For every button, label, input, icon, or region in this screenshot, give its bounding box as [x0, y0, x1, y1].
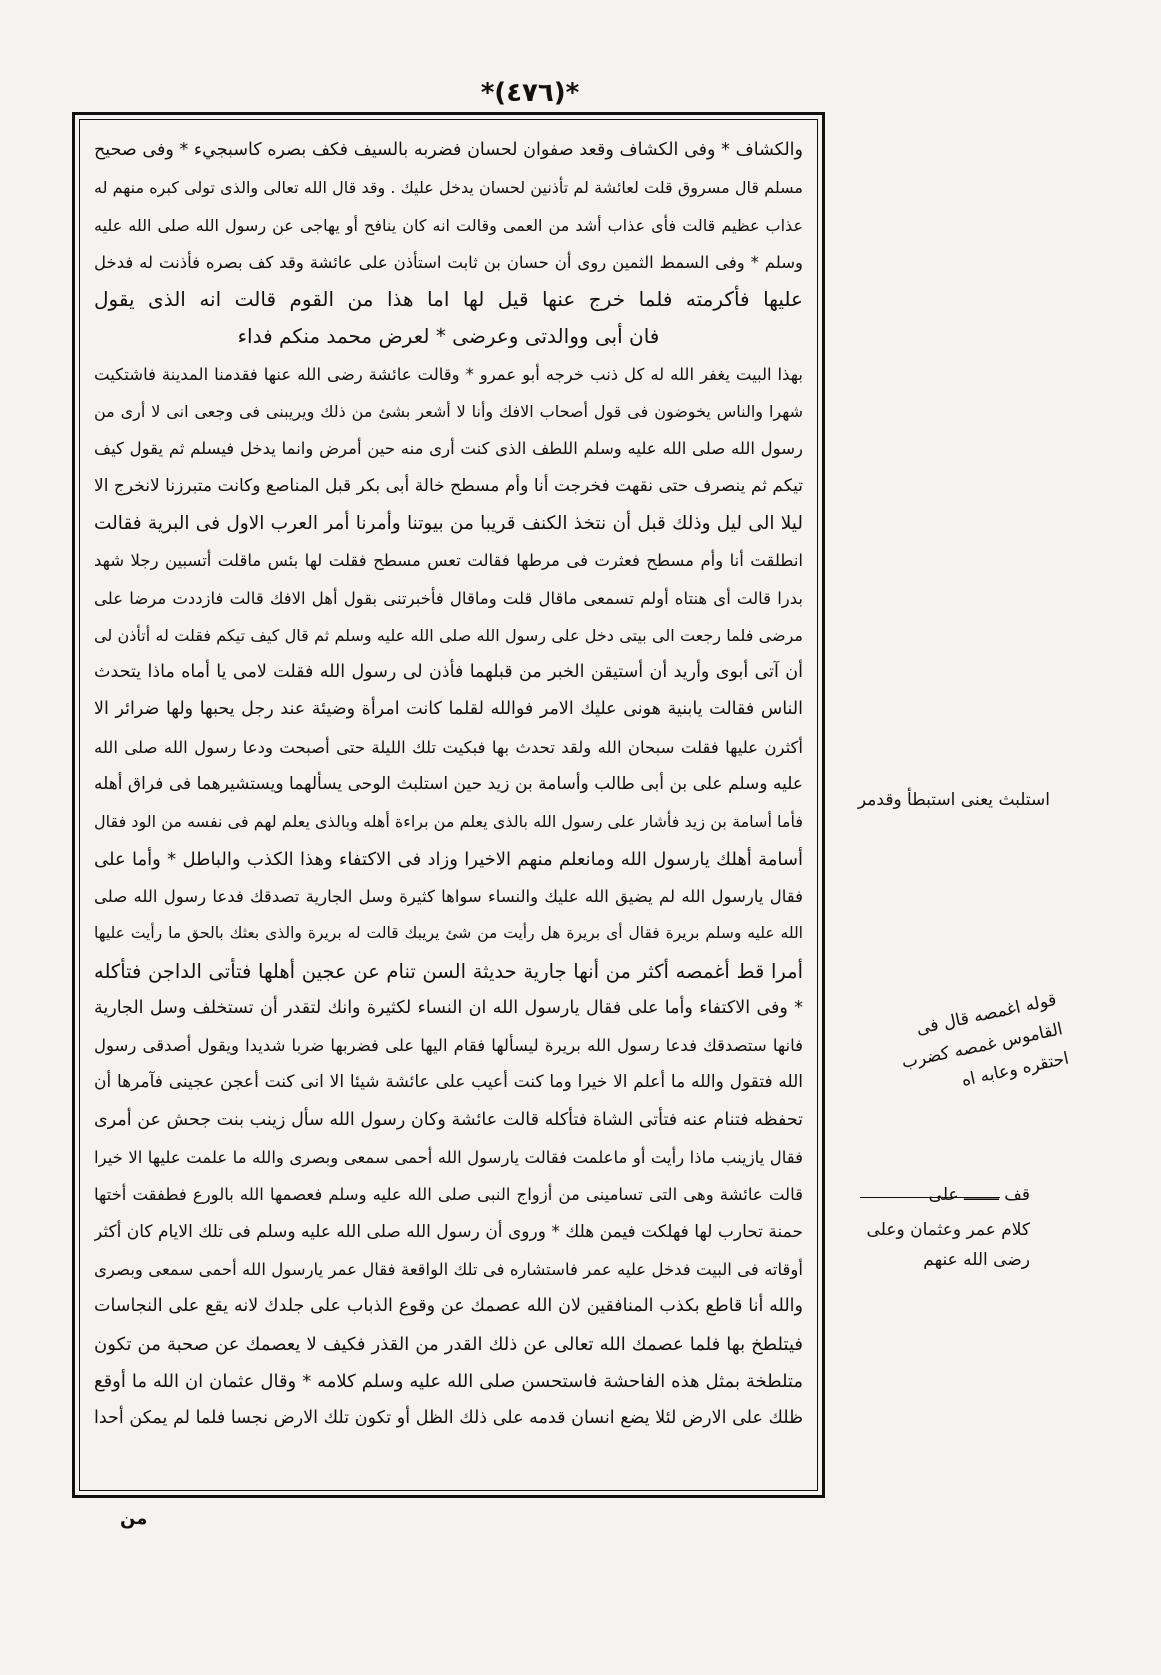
- text-line: شهرا والناس يخوضون فى قول أصحاب الافك وأنا لا أشعر بشئ من ذلك ويريبنى فى وجعى انى لا أرى من: [94, 402, 803, 422]
- text-line: فانها ستصدقك فدعا رسول الله بريرة ليسألها فقام اليها على فضربها ضربا شديدا ويقول أصدقى رسول: [94, 1036, 803, 1056]
- text-line: فقال يازينب ماذا رأيت أو ماعلمت فقالت يارسول الله أحمى سمعى وبصرى والله ما علمت عليها الا خيرا: [94, 1148, 803, 1168]
- text-line: ظلك على الارض لئلا يضع انسان قدمه على ذلك الظل أو تكون تلك الارض نجسا فلما لم يمكن أحدا: [94, 1408, 803, 1429]
- main-text: [79, 119, 818, 1491]
- text-line: الناس فقالت يابنية هونى عليك الامر فوالله لقلما كانت امرأة وضيئة عند رجل يحبها ولها ضرائر الا: [94, 699, 803, 720]
- text-line: بدرا قالت أى هنتاه أولم تسمعى ماقال قلت وماقال فأخبرتنى بقول أهل الافك قالت فازددت مرضا على: [94, 588, 803, 608]
- text-line: فيتلطخ بها فلما عصمك الله تعالى عن ذلك القدر من القذر فكيف لا يعصمك عن صحبة من تكون: [94, 1333, 803, 1355]
- text-line: والكشاف * وفى الكشاف وقعد صفوان لحسان فضربه بالسيف فكف بصره كاسبجيء * وفى صحيح: [94, 140, 803, 160]
- margin-note-qif: قف ـــــــ على: [928, 1185, 1030, 1205]
- text-line: تحفظه فتنام عنه فتأتى الشاة فتأكله قالت عائشة وكان رسول الله سأل زينب بنت جحش عن أمرى: [94, 1109, 803, 1130]
- text-line: وسلم * وفى السمط الثمين روى أن حسان بن ثابت استأذن على عائشة وقد كف بصره فأذنت له فدخل: [94, 252, 803, 272]
- poem-verse: فان أبى ووالدتى وعرضى * لعرض محمد منكم فداء: [237, 324, 660, 349]
- text-line: أوقاته فى البيت فدخل عليه عمر فاستشاره فى تلك الواقعة فقال عمر يارسول الله أحمى سمعى وبصرى: [94, 1259, 803, 1279]
- page-number: *(٤٧٦)*: [480, 78, 580, 108]
- text-line: رسول الله صلى الله عليه وسلم اللطف الذى كنت أرى منه حين أمرض وانما يدخل فيسلم ثم يقول كيف: [94, 439, 803, 459]
- text-line: بهذا البيت يغفر الله له كل ذنب خرجه أبو عمرو * وقالت عائشة رضى الله عنها فقدمنا المدينة فاشتكيت: [94, 364, 803, 384]
- text-line: قالت عائشة وهى التى تسامينى من أزواج النبى صلى الله عليه وسلم فعصمها الله بالورع فطفقت أختها: [94, 1185, 803, 1205]
- text-line: الله عليه وسلم بريرة فقال أى بريرة هل رأيت من شئ يريبك قالت له بريرة والذى بعثك بالحق ما رأيت عليها: [94, 924, 803, 943]
- text-line: انطلقت أنا وأم مسطح فعثرت فى مرطها فقالت تعس مسطح فقلت لها بئس ماقلت أتسبين رجلا شهد: [94, 551, 803, 571]
- text-line: * وفى الاكتفاء وأما على فقال يارسول الله ان النساء لكثيرة وانك لتقدر أن تستخلف وسل الجارية: [94, 997, 803, 1018]
- text-line: أن آتى أبوى وأريد أن أستيقن الخبر من قبلهما فأذن لى رسول الله فقلت لامى يا أماه ماذا يتحدث: [94, 662, 803, 683]
- margin-note-istalbatha: استلبث يعنى استبطأ وقدمر: [857, 790, 1050, 810]
- catchword: من: [120, 1508, 148, 1529]
- text-frame: [72, 112, 825, 1498]
- text-line: حمنة تحارب لها فهلكت فيمن هلك * وروى أن رسول الله صلى الله عليه وسلم فى تلك الايام كان أكثر: [94, 1221, 803, 1242]
- text-line: عليها فأكرمته فلما خرج عنها قيل لها اما هذا من القوم قالت انه الذى يقول: [94, 287, 803, 312]
- text-line: متلطخة بمثل هذه الفاحشة فاستحسن صلى الله عليه وسلم كلامه * وقال عثمان ان الله ما أوقع: [94, 1370, 803, 1392]
- margin-note-aghmisuhu: قوله اغمصه قال فى القاموس غمصه كضرب احتقره وعابه اه: [899, 989, 1071, 1091]
- text-line: الله فتقول والله ما أعلم الا خيرا وما كنت أعيب على عائشة شيئا الا انى كنت أعجن عجينى فآمرها أن: [94, 1072, 803, 1093]
- text-line: فأما أسامة بن زيد فأشار على رسول الله بالذى يعلم من براءة أهله وبالذى يعلم لهم فى نفسه من الود فقال: [94, 812, 803, 832]
- text-line: فقال يارسول الله لم يضيق الله عليك والنساء سواها كثيرة وسل الجارية تصدقك فدعا رسول الله صلى: [94, 886, 803, 906]
- text-line: أكثرن عليها فقلت سبحان الله ولقد تحدث بها فبكيت تلك الليلة حتى أصبحت ودعا رسول الله صلى الله: [94, 737, 803, 757]
- text-line: عذاب عظيم قالت فأى عذاب أشد من العمى وقالت انه كان ينافح أو يهاجى عن رسول الله صلى الله عليه: [94, 215, 803, 235]
- text-line: أسامة أهلك يارسول الله ومانعلم منهم الاخيرا وزاد فى الاكتفاء وهذا الكذب والباطل * وأما على: [94, 848, 803, 870]
- text-line: مسلم قال مسروق قلت لعائشة لم تأذنين لحسان يدخل عليك . وقد قال الله تعالى والذى تولى كبره منهم له: [94, 178, 803, 198]
- text-line: عليه وسلم على بن أبى طالب وأسامة بن زيد حين استلبث الوحى يسألهما ويستشيرهما فى فراق أهله: [94, 774, 803, 795]
- text-line: والله أنا قاطع بكذب المنافقين لان الله عصمك عن وقوع الذباب على جلدك لانه يقع على النجاسات: [94, 1296, 803, 1317]
- text-line: ليلا الى ليل وذلك قبل أن نتخذ الكنف قريبا من بيوتنا وأمرنا أمر العرب الاول فى البرية فقالت: [94, 512, 803, 534]
- text-line: تيكم ثم ينصرف حتى نقهت فخرجت أنا وأم مسطح خالة أبى بكر قبل المناصع وكانت متبرزنا لانخرج الا: [94, 475, 803, 496]
- text-line: أمرا قط أغمصه أكثر من أنها جارية حديثة السن تنام عن عجين أهلها فتأتى الداجن فتأكله: [94, 959, 803, 983]
- text-line: مرضى فلما رجعت الى بيتى دخل على رسول الله صلى الله عليه وسلم ثم قال كيف تيكم فقلت له أتأذن لى: [94, 625, 803, 645]
- margin-note-kalam: كلام عمر وعثمان وعلى رضى الله عنهم: [866, 1220, 1030, 1270]
